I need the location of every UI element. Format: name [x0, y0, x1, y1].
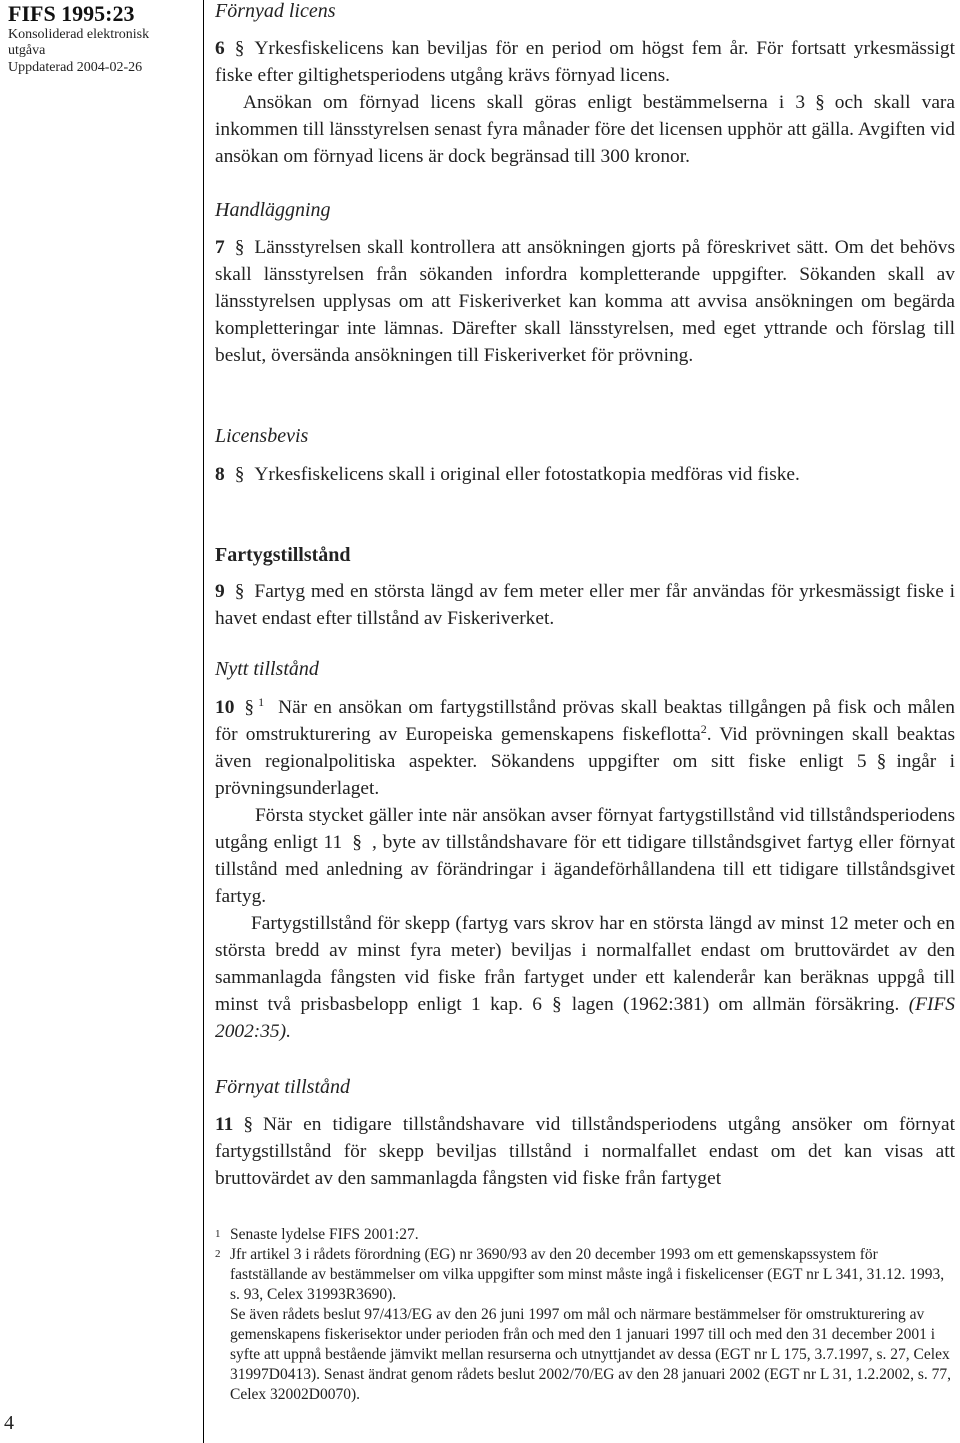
- paragraph-6: [215, 35, 955, 170]
- heading-licensbevis: Licensbevis: [215, 425, 309, 447]
- footnote-text: Jfr artikel 3 i rådets förordning (EG) nr 3690/93 av den 20 december 1993 om ett gemenskapssystem för fastställande av bestämmelser om vilka uppgifter som minst måste ingå i fiskelicenser (EGT nr L 341, 31.12. 1993, s. 93, Celex 31993R3690).: [230, 1246, 945, 1303]
- paragraph-text: lagen (1962:381) om allmän försäkring.: [571, 994, 900, 1015]
- heading-handlaggning: Handläggning: [215, 199, 331, 221]
- paragraph-text: , byte av tillståndshavare för ett tidigare tillståndsgivet fartyg eller förnyat tillstånd med anledning av förändringar i ägandeförhållandena till ett tidigare tillståndsgivet fartyg.: [215, 832, 955, 907]
- heading-fornyat-tillstand: Förnyat tillstånd: [215, 1076, 350, 1098]
- paragraph-text: Första stycket gäller inte när ansökan avser förnyat fartygstillstånd vid tillståndsperiodens utgång enligt 11: [215, 805, 955, 853]
- paragraph-9: [215, 578, 955, 632]
- heading-nytt-tillstand: Nytt tillstånd: [215, 658, 319, 680]
- paragraph-text: och skall vara inkommen till länsstyrelsen senast fyra månader före det licensen upphör att gälla. Avgiften vid ansökan om förnyad licens är dock begränsad till 300 kronor.: [215, 92, 955, 167]
- footnote-2: 2 Jfr artikel 3 i rådets förordning (EG) nr 3690/93 av den 20 december 1993 om ett gemenskapssystem för fastställande av bestämmelser om vilka uppgifter som minst måste ingå i fiskelicenser (EGT nr L 341, 31.12. 1993, s. 93, Celex 31993R3690).: [215, 1246, 945, 1303]
- paragraph-text: Yrkesfiskelicens skall i original eller fotostatkopia medföras vid fiske.: [254, 464, 800, 485]
- section-number: 6: [215, 38, 225, 59]
- title-fartygstillstand: Fartygstillstånd: [215, 544, 351, 566]
- footnote-ref-2[interactable]: 2: [700, 722, 707, 736]
- paragraph-8: [215, 461, 955, 488]
- section-number: 8: [215, 464, 225, 485]
- section-number: 11: [215, 1114, 234, 1135]
- footnote-text: Senaste lydelse FIFS 2001:27.: [230, 1226, 419, 1243]
- footnotes: [215, 1225, 955, 1405]
- section-sign: §: [352, 832, 362, 853]
- sidebar-updated-date: Uppdaterad 2004-02-26: [8, 60, 143, 75]
- footnote-1: 1 Senaste lydelse FIFS 2001:27.: [215, 1226, 419, 1243]
- sidebar-consolidated-label: Konsoliderad elektronisk: [8, 27, 150, 42]
- paragraph-7: [215, 234, 955, 369]
- paragraph-10: [215, 694, 955, 1045]
- section-sign: §: [234, 38, 245, 59]
- paragraph-text: Yrkesfiskelicens kan beviljas för en period om högst fem år. För fortsatt yrkesmässigt fiske efter giltighetsperiodens utgång krävs förnyad licens.: [215, 38, 955, 86]
- footnote-2-continuation: Se även rådets beslut 97/413/EG av den 26 juni 1997 om mål och närmare bestämmelser för omstrukturering av gemenskapens fiskerisektor under perioden från och med den 1 januari 1997 till och med den 31 december 2001 i syfte att uppnå bestående jämvikt mellan resurserna och utnyttjandet av dessa (EGT nr L 175, 3.7.1997, s. 27, Celex 31997D0413). Senast ändrat genom rådets beslut 2002/70/EG av den 28 januari 2002 (EGT nr L 31, 1.2.2002, s. 77, Celex 32002D0070).: [230, 1306, 952, 1403]
- page-number: 4: [4, 1412, 14, 1434]
- section-sign: §: [234, 581, 245, 602]
- paragraph-11: [215, 1111, 955, 1192]
- amendment-reference: (FIFS 2002:35).: [215, 994, 955, 1042]
- column-divider: [203, 0, 204, 1443]
- section-sign: §: [551, 994, 562, 1015]
- paragraph-text: Länsstyrelsen skall kontrollera att ansökningen gjorts på föreskrivet sätt. Om det behövs skall länsstyrelsen från sökanden infordra kompletterande uppgifter. Sökanden skall av länsstyrelsen upplysas om att Fiskeriverket kan komma att avvisa ansökningen om begärda kompletteringar inte lämnas. Därefter skall länsstyrelsen, med eget yttrande och förslag till beslut, översända ansökningen till Fiskeriverket för prövning.: [215, 237, 955, 366]
- section-number: 9: [215, 581, 225, 602]
- footnote-ref-1[interactable]: 1: [258, 695, 265, 709]
- section-sign: §: [876, 751, 887, 772]
- section-number: 7: [215, 237, 225, 258]
- section-sign: §: [243, 1114, 254, 1135]
- paragraph-text: . Vid prövningen skall beaktas även regionalpolitiska aspekter. Sökandens uppgifter om sitt fiske enligt 5: [215, 724, 955, 772]
- paragraph-text: När en ansökan om fartygstillstånd prövas skall beaktas tillgången på fisk och målen för omstrukturering av Europeiska gemenskapens fiskeflotta: [215, 697, 955, 745]
- document-code: FIFS 1995:23: [8, 1, 135, 26]
- sidebar-edition-label: utgåva: [8, 43, 46, 58]
- paragraph-text: Fartygstillstånd för skepp (fartyg vars skrov har en största längd av minst 12 meter och en största bredd av minst fyra meter) beviljas i normalfallet endast om bruttovärdet av den sammanlagda fångsten vid fiske från fartyget under ett kalenderår kan beräknas uppgå till minst två prisbasbelopp enligt 1 kap. 6: [215, 913, 955, 1015]
- section-number: 10: [215, 697, 235, 718]
- section-sign: §: [815, 92, 825, 113]
- paragraph-text: Fartyg med en största längd av fem meter eller mer får användas för yrkesmässigt fiske i havet endast efter tillstånd av Fiskeriverket.: [215, 581, 955, 629]
- paragraph-text: När en tidigare tillståndshavare vid tillståndsperiodens utgång ansöker om förnyat fartygstillstånd för skepp beviljas tillstånd i normalfallet endast om det kan visas att bruttovärdet av den sammanlagda fångsten vid fiske från fartyget: [215, 1114, 955, 1189]
- section-sign: §: [234, 464, 245, 485]
- paragraph-text: Ansökan om förnyad licens skall göras enligt bestämmelserna i 3: [243, 92, 806, 113]
- heading-fornyad-licens: Förnyad licens: [215, 0, 336, 22]
- section-sign: §: [234, 237, 245, 258]
- section-sign: §: [244, 697, 255, 718]
- paragraph-text: ingår i prövningsunderlaget.: [215, 751, 956, 799]
